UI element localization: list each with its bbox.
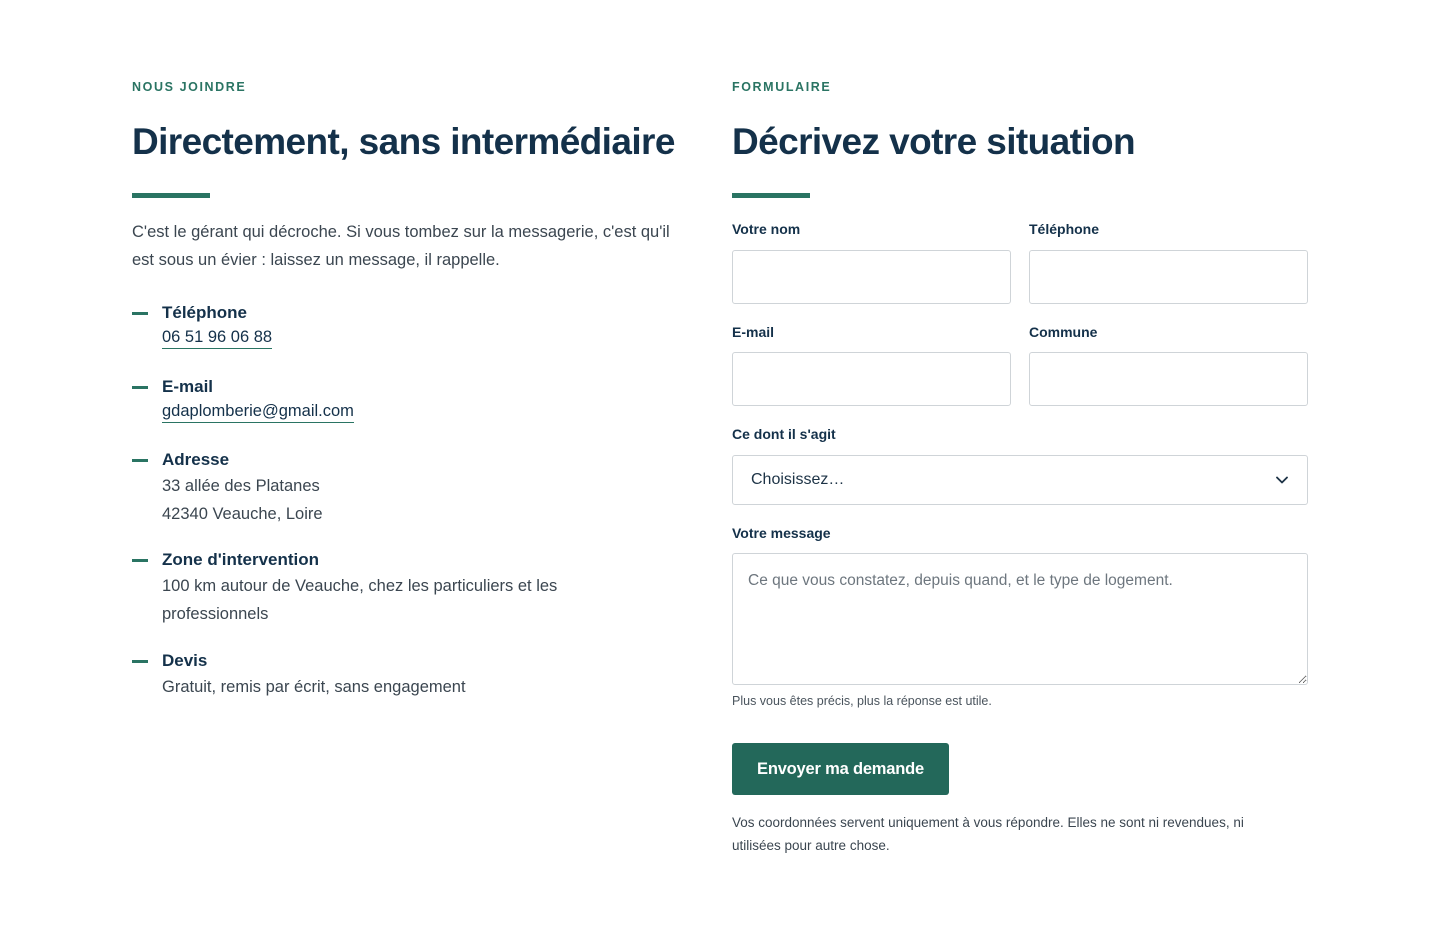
form-title: Décrivez votre situation <box>732 121 1136 162</box>
email-label: E-mail <box>162 377 214 396</box>
phone-link[interactable]: 06 51 96 06 88 <box>162 326 272 349</box>
subject-selected-value: Choisissez… <box>751 471 845 488</box>
town-input[interactable] <box>1029 352 1308 406</box>
email-input[interactable] <box>732 352 1011 406</box>
contact-item-phone <box>132 300 272 349</box>
zone-value: 100 km autour de Veauche, chez les particuliers et les professionnels <box>162 577 558 623</box>
address-line-1: 33 allée des Platanes <box>162 477 320 495</box>
phone-input[interactable] <box>1029 250 1308 304</box>
contact-eyebrow: NOUS JOINDRE <box>132 80 247 94</box>
contact-item-address <box>132 447 323 528</box>
dash-icon <box>132 386 148 389</box>
address-line-2: 42340 Veauche, Loire <box>162 504 323 523</box>
message-textarea[interactable] <box>732 553 1308 685</box>
contact-accent-bar <box>132 193 210 198</box>
form-accent-bar <box>732 193 810 198</box>
dash-icon <box>132 559 148 562</box>
dash-icon <box>132 312 148 315</box>
contact-item-zone <box>132 547 592 628</box>
contact-item-quote <box>132 648 466 702</box>
privacy-note: Vos coordonnées servent uniquement à vous répondre. Elles ne sont ni revendues, ni utilisées pour autre chose. <box>732 815 1244 853</box>
message-hint: Plus vous êtes précis, plus la réponse est utile. <box>732 694 992 708</box>
email-link[interactable]: gdaplomberie@gmail.com <box>162 400 354 423</box>
contact-item-email <box>132 374 354 423</box>
quote-value: Gratuit, remis par écrit, sans engagement <box>162 678 466 696</box>
phone-label: Téléphone <box>162 303 248 322</box>
zone-label: Zone d'intervention <box>162 550 320 569</box>
town-label: Commune <box>1029 324 1098 340</box>
name-label: Votre nom <box>732 221 801 237</box>
message-label: Votre message <box>732 525 831 541</box>
subject-label: Ce dont il s'agit <box>732 426 836 442</box>
name-input[interactable] <box>732 250 1011 304</box>
subject-select[interactable] <box>732 455 1308 505</box>
quote-label: Devis <box>162 651 208 670</box>
contact-title: Directement, sans intermédiaire <box>132 121 675 162</box>
address-label: Adresse <box>162 450 230 469</box>
email-field-label: E-mail <box>732 324 775 340</box>
chevron-down-icon <box>1275 473 1289 487</box>
form-eyebrow: FORMULAIRE <box>732 80 832 94</box>
contact-intro: C'est le gérant qui décroche. Si vous tombez sur la messagerie, c'est qu'il est sous un évier : laissez un message, il rappelle. <box>132 223 670 269</box>
phone-field-label: Téléphone <box>1029 221 1100 237</box>
dash-icon <box>132 459 148 462</box>
submit-button[interactable]: Envoyer ma demande <box>732 743 949 795</box>
dash-icon <box>132 660 148 663</box>
